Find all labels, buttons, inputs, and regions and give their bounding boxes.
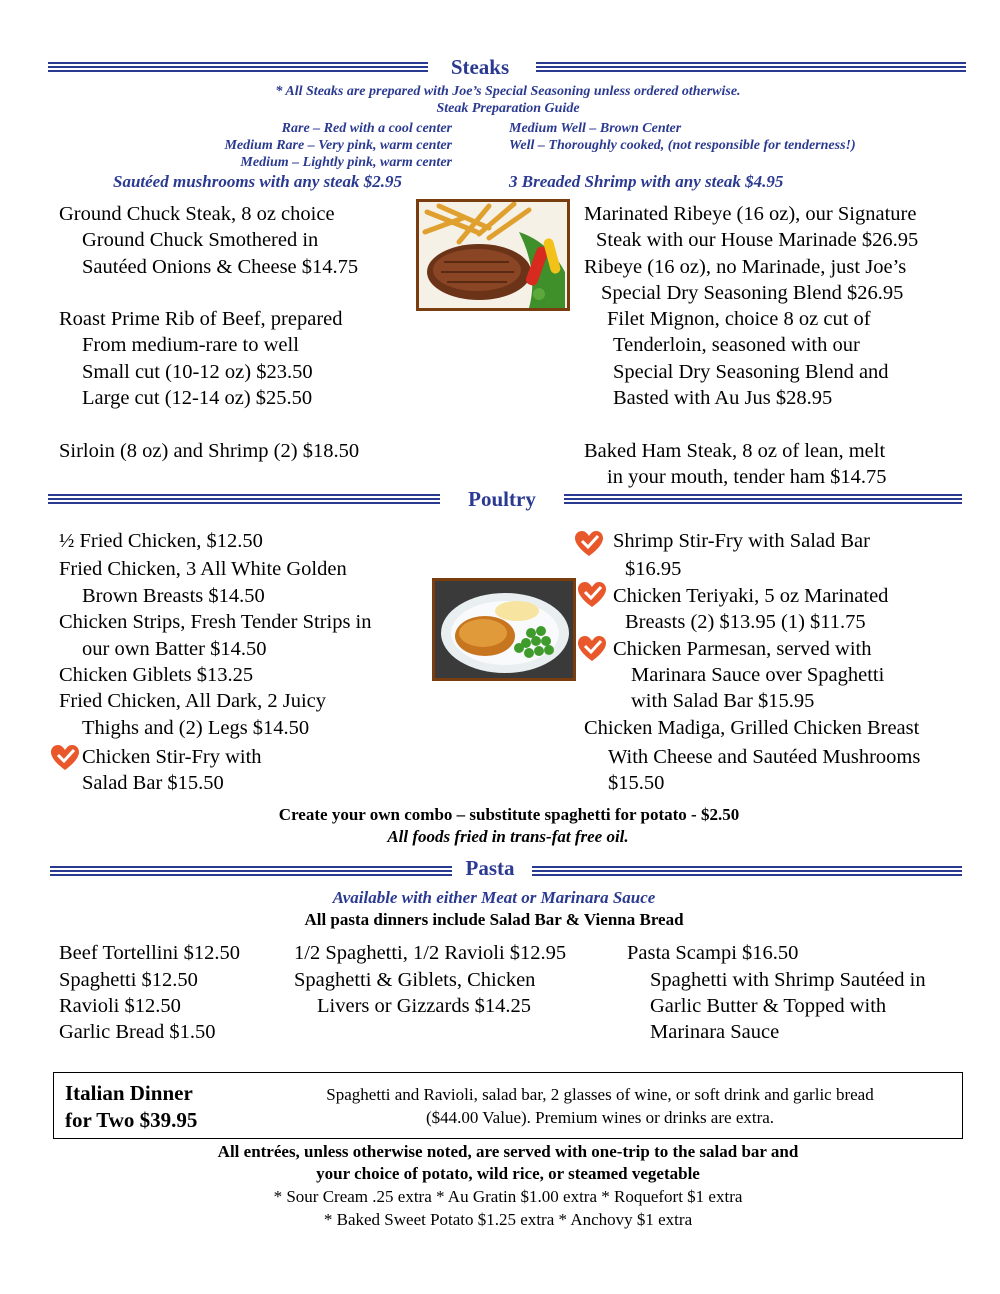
steak-marinated-ribeye-line2: Steak with our House Marinade $26.95 bbox=[596, 229, 919, 251]
pasta-include-note: All pasta dinners include Salad Bar & Vienna Bread bbox=[304, 910, 684, 929]
steaks-heading: Steaks bbox=[450, 55, 510, 79]
footer-line-1: All entrées, unless otherwise noted, are served with one-trip to the salad bar and bbox=[217, 1142, 799, 1161]
steak-photo bbox=[416, 199, 570, 311]
steak-baked-ham-line2: in your mouth, tender ham $14.75 bbox=[607, 466, 887, 488]
steak-ribeye: Ribeye (16 oz), no Marinade, just Joe’s bbox=[584, 256, 907, 278]
guide-medium-well: Medium Well – Brown Center bbox=[509, 121, 682, 136]
poultry-giblets: Chicken Giblets $13.25 bbox=[59, 664, 254, 686]
poultry-parmesan: Chicken Parmesan, served with bbox=[613, 638, 872, 660]
poultry-madiga-line2: With Cheese and Sautéed Mushrooms bbox=[608, 746, 921, 768]
poultry-fried-white: Fried Chicken, 3 All White Golden bbox=[59, 558, 347, 580]
poultry-madiga-price: $15.50 bbox=[608, 772, 665, 794]
steak-filet-line4: Basted with Au Jus $28.95 bbox=[613, 387, 833, 409]
steak-filet-mignon: Filet Mignon, choice 8 oz cut of bbox=[607, 308, 871, 330]
addon-shrimp: 3 Breaded Shrimp with any steak $4.95 bbox=[509, 172, 784, 191]
poultry-fried-dark-line2: Thighs and (2) Legs $14.50 bbox=[82, 717, 310, 739]
steak-ground-chuck-line2: Ground Chuck Smothered in bbox=[82, 229, 319, 251]
pasta-scampi-line4: Marinara Sauce bbox=[650, 1021, 780, 1043]
steak-baked-ham: Baked Ham Steak, 8 oz of lean, melt bbox=[584, 440, 886, 462]
poultry-chicken-stir-fry: Chicken Stir-Fry with bbox=[82, 746, 262, 768]
pasta-spaghetti: Spaghetti $12.50 bbox=[59, 969, 198, 991]
steaks-rule-right bbox=[536, 62, 966, 72]
steaks-rule-left bbox=[48, 62, 428, 72]
italian-dinner-price: for Two $39.95 bbox=[65, 1108, 198, 1132]
footer-line-2: your choice of potato, wild rice, or steamed vegetable bbox=[316, 1164, 700, 1183]
footer-line-4: * Baked Sweet Potato $1.25 extra * Anchovy $1 extra bbox=[323, 1210, 693, 1229]
poultry-teriyaki-line2: Breasts (2) $13.95 (1) $11.75 bbox=[625, 611, 866, 633]
poultry-fried-dark: Fried Chicken, All Dark, 2 Juicy bbox=[59, 690, 327, 712]
steak-illustration bbox=[419, 202, 567, 308]
guide-medium-rare: Medium Rare – Very pink, warm center bbox=[224, 138, 452, 153]
chicken-photo bbox=[432, 578, 576, 681]
poultry-rule-left bbox=[48, 494, 440, 504]
steak-prime-rib: Roast Prime Rib of Beef, prepared bbox=[59, 308, 343, 330]
poultry-heading: Poultry bbox=[468, 487, 536, 511]
poultry-parmesan-line2: Marinara Sauce over Spaghetti bbox=[631, 664, 885, 686]
pasta-ravioli: Ravioli $12.50 bbox=[59, 995, 181, 1017]
italian-dinner-desc-1: Spaghetti and Ravioli, salad bar, 2 glasses of wine, or soft drink and garlic bread bbox=[326, 1085, 874, 1104]
steak-ground-chuck-line3: Sautéed Onions & Cheese $14.75 bbox=[82, 256, 359, 278]
guide-title: Steak Preparation Guide bbox=[436, 101, 580, 116]
pasta-beef-tortellini: Beef Tortellini $12.50 bbox=[59, 942, 240, 964]
guide-well: Well – Thoroughly cooked, (not responsible for tenderness!) bbox=[509, 138, 856, 153]
pasta-giblets: Spaghetti & Giblets, Chicken bbox=[294, 969, 536, 991]
poultry-fried-white-line2: Brown Breasts $14.50 bbox=[82, 585, 265, 607]
poultry-chicken-stir-fry-line2: Salad Bar $15.50 bbox=[82, 772, 224, 794]
steak-marinated-ribeye: Marinated Ribeye (16 oz), our Signature bbox=[584, 203, 917, 225]
addon-mushrooms: Sautéed mushrooms with any steak $2.95 bbox=[113, 172, 403, 191]
chicken-illustration bbox=[435, 581, 573, 678]
pasta-garlic-bread: Garlic Bread $1.50 bbox=[59, 1021, 216, 1043]
pasta-half-half: 1/2 Spaghetti, 1/2 Ravioli $12.95 bbox=[294, 942, 567, 964]
pasta-heading: Pasta bbox=[465, 856, 515, 880]
steak-ribeye-line2: Special Dry Seasoning Blend $26.95 bbox=[601, 282, 904, 304]
poultry-rule-right bbox=[564, 494, 962, 504]
combo-note: Create your own combo – substitute spaghetti for potato - $2.50 bbox=[278, 805, 740, 824]
poultry-madiga: Chicken Madiga, Grilled Chicken Breast bbox=[584, 717, 920, 739]
heart-healthy-icon bbox=[574, 530, 604, 558]
oil-note: All foods fried in trans-fat free oil. bbox=[387, 827, 629, 846]
pasta-scampi: Pasta Scampi $16.50 bbox=[627, 942, 799, 964]
steak-filet-line2: Tenderloin, seasoned with our bbox=[613, 334, 860, 356]
pasta-scampi-line3: Garlic Butter & Topped with bbox=[650, 995, 887, 1017]
pasta-sauce-note: Available with either Meat or Marinara Sauce bbox=[332, 888, 656, 907]
poultry-shrimp-stir-fry-price: $16.95 bbox=[625, 558, 682, 580]
pasta-rule-right bbox=[532, 866, 962, 876]
footer-line-3: * Sour Cream .25 extra * Au Gratin $1.00 extra * Roquefort $1 extra bbox=[273, 1187, 743, 1206]
heart-healthy-icon bbox=[50, 744, 80, 772]
guide-medium: Medium – Lightly pink, warm center bbox=[240, 155, 452, 170]
heart-healthy-icon bbox=[577, 635, 607, 663]
steak-ground-chuck: Ground Chuck Steak, 8 oz choice bbox=[59, 203, 335, 225]
poultry-chicken-strips-line2: our own Batter $14.50 bbox=[82, 638, 267, 660]
italian-dinner-name: Italian Dinner bbox=[65, 1081, 193, 1105]
poultry-half-chicken: ½ Fried Chicken, $12.50 bbox=[59, 530, 263, 552]
steak-prime-rib-line2: From medium-rare to well bbox=[82, 334, 299, 356]
pasta-giblets-line2: Livers or Gizzards $14.25 bbox=[317, 995, 532, 1017]
steak-filet-line3: Special Dry Seasoning Blend and bbox=[613, 361, 889, 383]
steak-prime-rib-small: Small cut (10-12 oz) $23.50 bbox=[82, 361, 313, 383]
poultry-chicken-strips: Chicken Strips, Fresh Tender Strips in bbox=[59, 611, 372, 633]
pasta-scampi-line2: Spaghetti with Shrimp Sautéed in bbox=[650, 969, 926, 991]
poultry-parmesan-line3: with Salad Bar $15.95 bbox=[631, 690, 815, 712]
poultry-shrimp-stir-fry: Shrimp Stir-Fry with Salad Bar bbox=[613, 530, 870, 552]
guide-rare: Rare – Red with a cool center bbox=[281, 121, 452, 136]
poultry-teriyaki: Chicken Teriyaki, 5 oz Marinated bbox=[613, 585, 889, 607]
italian-dinner-box bbox=[53, 1072, 963, 1139]
steaks-note: * All Steaks are prepared with Joe’s Special Seasoning unless ordered otherwise. bbox=[275, 84, 741, 99]
pasta-rule-left bbox=[50, 866, 452, 876]
heart-healthy-icon bbox=[577, 581, 607, 609]
steak-sirloin-shrimp: Sirloin (8 oz) and Shrimp (2) $18.50 bbox=[59, 440, 360, 462]
steak-prime-rib-large: Large cut (12-14 oz) $25.50 bbox=[82, 387, 313, 409]
italian-dinner-desc-2: ($44.00 Value). Premium wines or drinks are extra. bbox=[425, 1108, 775, 1127]
